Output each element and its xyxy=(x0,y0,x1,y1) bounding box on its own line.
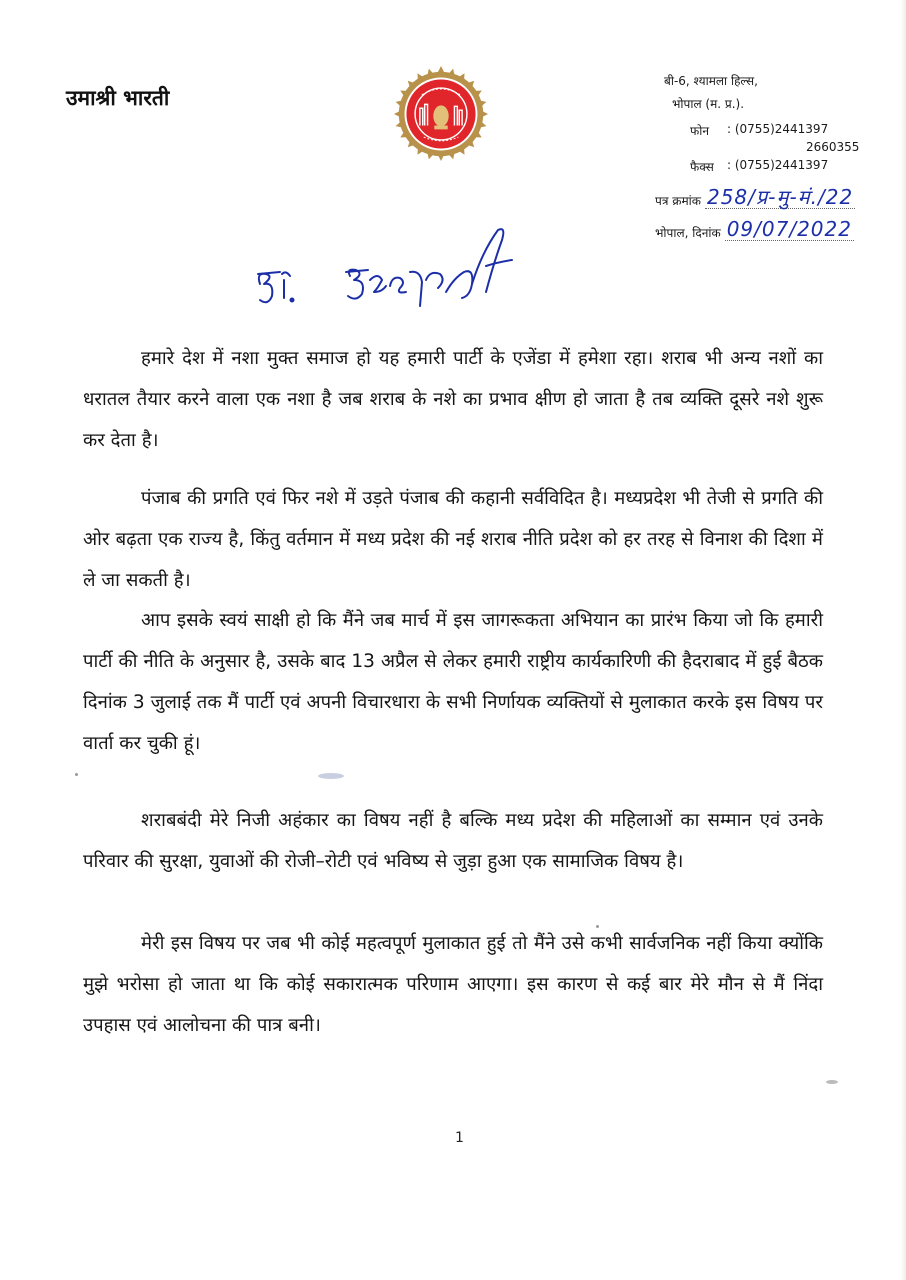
date-label: भोपाल, दिनांक xyxy=(655,226,721,240)
address-line-2: भोपाल (म. प्र.). xyxy=(672,97,745,111)
page-number: 1 xyxy=(455,1130,464,1146)
scan-speck xyxy=(826,1080,838,1084)
paragraph-1: हमारे देश में नशा मुक्त समाज हो यह हमारी पार्टी के एजेंडा में हमेशा रहा। शराब भी अन्य नशों का धरातल तैयार करने वाला एक नशा है जब शराब के नशे का प्रभाव क्षीण हो जाता है तब व्यक्ति दूसरे नशे शुरू कर देता है। xyxy=(83,348,823,451)
paragraph-3: आप इसके स्वयं साक्षी हो कि मैंने जब मार्च में इस जागरूकता अभियान का प्रारंभ किया जो कि हमारी पार्टी की नीति के अनुसार है, उसके बाद 13 अप्रैल से लेकर हमारी राष्ट्रीय कार्यकारिणी की हैदराबाद में हुई बैठक दिनांक 3 जुलाई तक मैं पार्टी एवं अपनी विचारधारा के सभी निर्णायक व्यक्तियों से मुलाकात करके इस विषय पर वार्ता कर चुकी हूं। xyxy=(83,610,823,754)
scan-smudge xyxy=(318,773,344,779)
state-emblem-icon xyxy=(393,66,489,162)
phone-number-1: : (0755)2441397 xyxy=(727,122,829,136)
letter-number-value: 258/प्र-मु-मं./22 xyxy=(706,185,854,209)
scan-speck xyxy=(596,925,599,928)
phone-number-2: 2660355 xyxy=(806,140,860,154)
date-value: 09/07/2022 xyxy=(726,217,852,241)
paragraph-5: मेरी इस विषय पर जब भी कोई महत्वपूर्ण मुलाकात हुई तो मैंने उसे कभी सार्वजनिक नहीं किया क्योंकि मुझे भरोसा हो जाता था कि कोई सकारात्मक परिणाम आएगा। इस कारण से कई बार मेरे मौन से मैं निंदा उपहास एवं आलोचना की पात्र बनी। xyxy=(83,933,823,1036)
sender-name: उमाश्री भारती xyxy=(66,86,170,110)
paragraph-2: पंजाब की प्रगति एवं फिर नशे में उड़ते पंजाब की कहानी सर्वविदित है। मध्यप्रदेश भी तेजी से प्रगति की ओर बढ़ता एक राज्य है, किंतु वर्तमान में मध्य प्रदेश की नई शराब नीति प्रदेश को हर तरह से विनाश की दिशा में ले जा सकती है। xyxy=(83,488,823,591)
fax-number: : (0755)2441397 xyxy=(727,158,829,172)
date-row xyxy=(655,218,854,241)
scan-speck xyxy=(75,773,78,776)
paragraph-4: शराबबंदी मेरे निजी अहंकार का विषय नहीं है बल्कि मध्य प्रदेश की महिलाओं का सम्मान एवं उनके परिवार की सुरक्षा, युवाओं की रोजी–रोटी एवं भविष्य से जुड़ा हुआ एक सामाजिक विषय है। xyxy=(83,810,823,872)
phone-label: फोन xyxy=(690,124,710,138)
scan-edge-shadow xyxy=(900,0,906,1280)
letter-number-label: पत्र क्रमांक xyxy=(655,194,701,208)
address-line-1: बी-6, श्यामला हिल्स, xyxy=(664,74,758,88)
handwritten-salutation xyxy=(250,222,530,312)
letter-number-row xyxy=(655,186,855,209)
fax-label: फैक्स xyxy=(690,160,714,174)
